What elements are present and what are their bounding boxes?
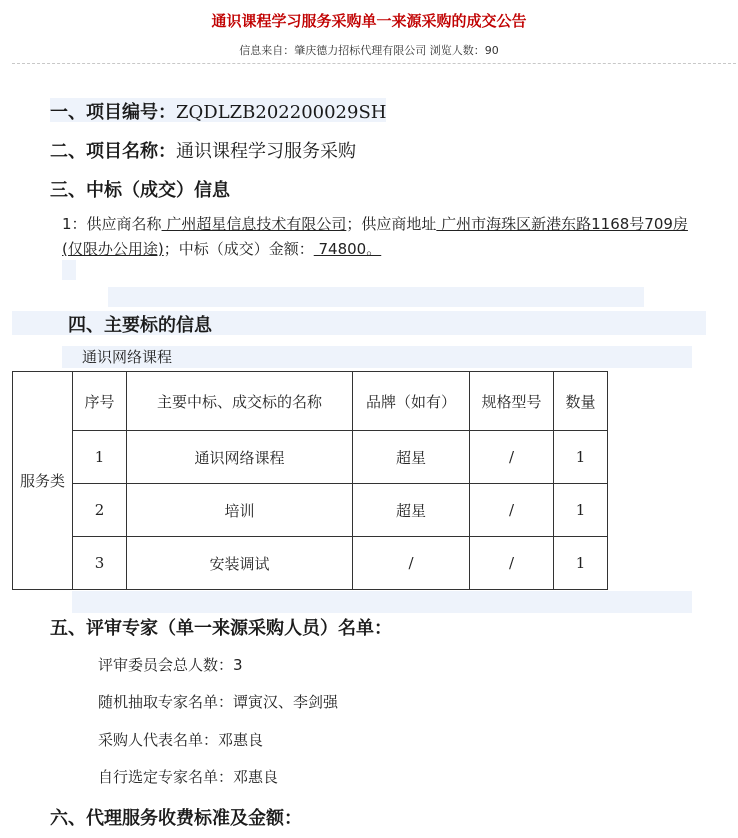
cell-index: 2 [73,484,127,537]
award-amount: 74800。 [313,240,382,258]
header-cell: 规格型号 [470,372,554,431]
source-info: 信息来自：肇庆德力招标代理有限公司 浏览人数：90 [239,44,499,57]
cell-qty: 1 [554,537,608,590]
cell-brand: / [353,537,470,590]
highlight-strip [62,260,76,280]
section-award-info: 三、中标（成交）信息 [50,180,230,201]
table-row [13,537,608,590]
highlight-strip [108,287,644,307]
divider [12,63,736,64]
cell-qty: 1 [554,484,608,537]
section-subject-info: 四、主要标的信息 [68,315,212,336]
highlight-strip [72,591,692,613]
supplier-name: 广州超星信息技术有限公司 [161,215,347,233]
header-cell: 序号 [73,372,127,431]
cell-spec: / [470,431,554,484]
section-project-number [50,98,386,124]
header-cell: 品牌（如有） [353,372,470,431]
award-paragraph [62,212,702,262]
cell-spec: / [470,484,554,537]
supplier-address: 广州市海珠区新港东路1168号709房(仅限办公用途) [62,215,688,258]
table-row [13,431,608,484]
expert-random: 随机抽取专家名单：谭寅汉、李剑强 [98,693,339,711]
section-label: 二、项目名称： [50,141,176,162]
cell-brand: 超星 [353,484,470,537]
cell-name: 通识网络课程 [127,431,353,484]
section-project-name [50,137,356,163]
section-experts: 五、评审专家（单一来源采购人员）名单： [50,618,392,639]
section-label: 一、项目编号： [50,102,176,123]
section-agency-fee: 六、代理服务收费标准及金额： [50,808,302,829]
expert-self-selected: 自行选定专家名单：邓惠良 [98,768,279,786]
table-header-row [13,372,608,431]
header-cell: 数量 [554,372,608,431]
award-text: ；中标（成交）金额： [163,240,314,258]
page-title: 通识课程学习服务采购单一来源采购的成交公告 [211,12,527,30]
project-number-value: ZQDLZB202200029SH [176,102,387,123]
award-text: 1：供应商名称 [62,215,162,233]
cell-qty: 1 [554,431,608,484]
subject-table [12,371,608,590]
cell-index: 3 [73,537,127,590]
expert-buyer-rep: 采购人代表名单：邓惠良 [98,731,264,749]
project-name-value: 通识课程学习服务采购 [176,141,356,162]
expert-total: 评审委员会总人数：3 [98,656,243,674]
subject-caption: 通识网络课程 [82,348,173,366]
table-row [13,484,608,537]
cell-brand: 超星 [353,431,470,484]
header-cell: 主要中标、成交标的名称 [127,372,353,431]
cell-index: 1 [73,431,127,484]
cell-spec: / [470,537,554,590]
cell-name: 安装调试 [127,537,353,590]
cell-name: 培训 [127,484,353,537]
award-text: ；供应商地址 [346,215,437,233]
category-cell: 服务类 [13,372,73,590]
